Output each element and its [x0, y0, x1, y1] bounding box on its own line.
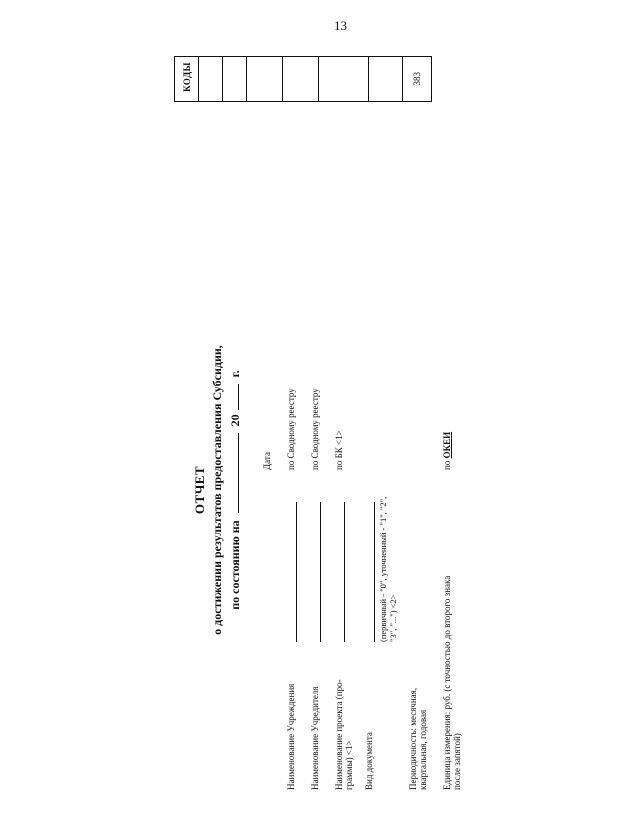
codes-header: КОДЫ: [181, 62, 192, 92]
year-prefix: 20: [228, 414, 242, 427]
row-right-label: по БК <1>: [334, 430, 344, 470]
row-label: Наименование проекта (про-граммы) <1>: [334, 679, 354, 790]
form-row-periodicity: [408, 190, 442, 790]
okei-link[interactable]: ОКЕИ: [442, 431, 452, 459]
report-date-line: [227, 190, 243, 790]
codes-cell: [223, 57, 247, 101]
fill-line: [334, 502, 345, 642]
codes-cell: [369, 57, 403, 101]
date-blank: [227, 433, 239, 513]
codes-value-col: [403, 57, 431, 101]
row-right-label: по Сводному реестру: [310, 388, 320, 470]
form-row-unit: [442, 190, 472, 790]
doc-type-note: (первичный - "0", уточненный - "1", "2", "3", "...") <2>: [378, 496, 398, 642]
fill-line: [286, 502, 297, 642]
report-subtitle: о достижении результатов предоставления Субсидии,: [210, 345, 224, 635]
report-form: [170, 190, 470, 790]
fill-line: [310, 502, 321, 642]
codes-cell: [199, 57, 223, 101]
form-row-institution: [286, 190, 310, 790]
codes-cell: [319, 57, 369, 101]
report-title: ОТЧЕТ: [192, 465, 207, 515]
row-label: Периодичность: месячная, квартальная, годовая: [408, 687, 428, 790]
report-title-block: [170, 190, 243, 790]
page-number: 13: [334, 18, 347, 33]
row-label: Наименование Учредителя: [310, 686, 320, 790]
row-label: Вид документа: [364, 732, 374, 790]
year-blank: [227, 384, 239, 410]
row-label: Единица измерения: руб. (с точностью до второго знака после запятой): [442, 575, 462, 790]
codes-cell: [247, 57, 283, 101]
codes-table: [174, 56, 432, 102]
row-label: Наименование Учреждения: [286, 683, 296, 790]
date-prefix: по состоянию на: [228, 520, 242, 610]
codes-header-col: [175, 57, 199, 101]
form-row-doc-type: [364, 190, 408, 790]
form-row-founder: [310, 190, 334, 790]
codes-cell: [283, 57, 319, 101]
row-right-label: по Сводному реестру: [286, 388, 296, 470]
form-row-project: [334, 190, 364, 790]
row-right-label: [442, 330, 452, 470]
form-rows: [262, 190, 472, 790]
year-suffix: г.: [228, 370, 242, 378]
codes-value: 383: [412, 72, 422, 86]
row-right-label: Дата: [262, 452, 272, 470]
fill-line: [364, 502, 375, 642]
okei-prefix: по: [442, 460, 452, 470]
form-row-date: [262, 190, 286, 790]
